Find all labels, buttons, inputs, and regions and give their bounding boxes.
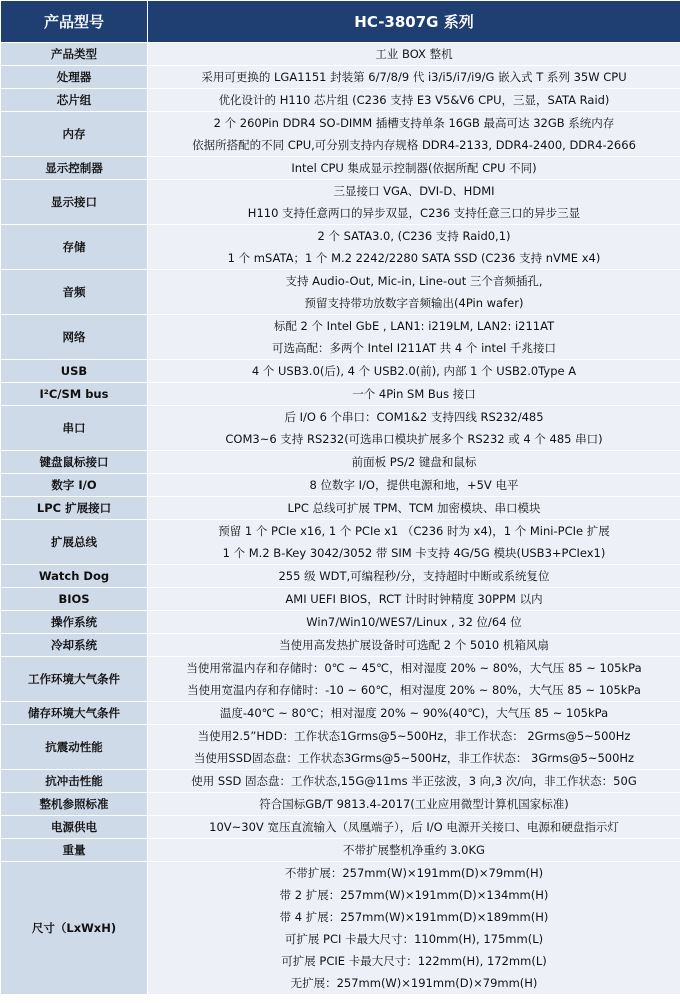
spec-value-line: H110 支持任意两口的异步双显，C236 支持任意三口的异步三显 [247, 206, 581, 220]
spec-label: LPC 扩展接口 [1, 497, 148, 520]
spec-value-line: 当使用宽温内存和存储时：-10 ~ 60℃，相对湿度 20% ~ 80%，大气压 85 ~ 105kPa [187, 683, 641, 697]
spec-value-line: 预留支持带功放数字音频输出(4Pin wafer) [304, 296, 524, 310]
spec-value-line: 255 级 WDT,可编程秒/分，支持超时中断或系统复位 [278, 569, 550, 583]
spec-label: 重量 [1, 839, 148, 862]
spec-row [1, 839, 680, 862]
spec-row [1, 43, 680, 66]
spec-row [1, 315, 680, 360]
spec-value-line: COM3~6 支持 RS232(可选串口模块扩展多个 RS232 或 4 个 485 串口) [225, 432, 603, 446]
spec-label: 显示接口 [1, 180, 148, 225]
spec-value [148, 611, 680, 634]
spec-label: 产品类型 [1, 43, 148, 66]
spec-label: 键盘鼠标接口 [1, 451, 148, 474]
spec-row [1, 702, 680, 725]
spec-row [1, 270, 680, 315]
spec-value-line: 一个 4Pin SM Bus 接口 [352, 387, 476, 401]
spec-label: 串口 [1, 406, 148, 451]
spec-label: 显示控制器 [1, 157, 148, 180]
spec-row [1, 406, 680, 451]
spec-value-line: 可扩展 PCI 卡最大尺寸：110mm(H), 175mm(L) [284, 932, 544, 946]
spec-value-line: 1 个 mSATA；1 个 M.2 2242/2280 SATA SSD (C236 支持 nVME x4) [227, 251, 601, 265]
spec-value-line: 支持 Audio-Out, Mic-in, Line-out 三个音频插孔, [285, 274, 543, 288]
spec-row [1, 112, 680, 157]
spec-label: 抗冲击性能 [1, 770, 148, 793]
header-row [1, 1, 680, 43]
spec-value [148, 383, 680, 406]
spec-label: 存储 [1, 225, 148, 270]
header-label: 产品型号 [1, 1, 148, 43]
spec-row [1, 793, 680, 816]
spec-label: 音频 [1, 270, 148, 315]
spec-label: 抗震动性能 [1, 725, 148, 770]
spec-value [148, 43, 680, 66]
spec-label: 电源供电 [1, 816, 148, 839]
spec-value [148, 451, 680, 474]
spec-value-line: 后 I/O 6 个串口：COM1&2 支持四线 RS232/485 [284, 410, 544, 424]
header-model: HC-3807G 系列 [148, 1, 680, 43]
spec-label: 扩展总线 [1, 520, 148, 565]
spec-value-line: 2 个 260Pin DDR4 SO-DIMM 插槽支持单条 16GB 最高可达 32GB 系统内存 [213, 116, 615, 130]
spec-value [148, 225, 680, 270]
spec-value-line: 不带扩展整机净重约 3.0KG [343, 843, 485, 857]
spec-value-line: 当使用2.5”HDD：工作状态1Grms@5~500Hz，非工作状态： 2Grms@5~500Hz [197, 729, 631, 743]
spec-label: Watch Dog [1, 565, 148, 588]
spec-row [1, 611, 680, 634]
spec-value-line: Intel CPU 集成显示控制器(依据所配 CPU 不同) [291, 161, 537, 175]
spec-row [1, 657, 680, 702]
spec-label: I²C/SM bus [1, 383, 148, 406]
spec-value-line: 三显接口 VGA、DVI-D、HDMI [333, 184, 495, 198]
spec-value [148, 157, 680, 180]
spec-label: 内存 [1, 112, 148, 157]
spec-label: USB [1, 360, 148, 383]
spec-row [1, 383, 680, 406]
spec-value-line: 使用 SSD 固态盘：工作状态,15G@11ms 半正弦波，3 向,3 次/向，非工作状态：50G [191, 774, 637, 788]
spec-value [148, 588, 680, 611]
spec-value-line: 优化设计的 H110 芯片组 (C236 支持 E3 V5&V6 CPU，三显，SATA Raid) [218, 93, 610, 107]
spec-label: 数字 I/O [1, 474, 148, 497]
spec-value-line: AMI UEFI BIOS，RCT 计时时钟精度 30PPM 以内 [285, 592, 543, 606]
spec-value-line: 可选高配：多两个 Intel I211AT 共 4 个 intel 千兆接口 [272, 341, 556, 355]
spec-row [1, 89, 680, 112]
spec-value [148, 839, 680, 862]
spec-value [148, 112, 680, 157]
spec-value [148, 89, 680, 112]
spec-row [1, 816, 680, 839]
spec-value [148, 565, 680, 588]
spec-label: 尺寸（LxWxH) [1, 862, 148, 995]
spec-value [148, 816, 680, 839]
spec-value [148, 770, 680, 793]
spec-value [148, 270, 680, 315]
spec-label: 工作环境大气条件 [1, 657, 148, 702]
spec-value [148, 497, 680, 520]
spec-value-line: LPC 总线可扩展 TPM、TCM 加密模块、串口模块 [287, 501, 541, 515]
spec-label: BIOS [1, 588, 148, 611]
spec-label: 操作系统 [1, 611, 148, 634]
spec-row [1, 66, 680, 89]
spec-value-line: 1 个 M.2 B-Key 3042/3052 带 SIM 卡支持 4G/5G 模块(USB3+PCIex1) [222, 546, 606, 560]
spec-value [148, 634, 680, 657]
spec-value [148, 474, 680, 497]
spec-value-line: 标配 2 个 Intel GbE , LAN1: i219LM, LAN2: i211AT [273, 319, 555, 333]
spec-value [148, 657, 680, 702]
spec-value-line: 当使用高发热扩展设备时可选配 2 个 5010 机箱风扇 [279, 638, 549, 652]
spec-value [148, 360, 680, 383]
spec-row [1, 451, 680, 474]
spec-row [1, 770, 680, 793]
spec-value [148, 862, 680, 995]
spec-value [148, 793, 680, 816]
spec-row [1, 862, 680, 995]
spec-label: 处理器 [1, 66, 148, 89]
spec-value [148, 315, 680, 360]
spec-value [148, 725, 680, 770]
spec-value-line: 2 个 SATA3.0, (C236 支持 Raid0,1) [317, 229, 511, 243]
spec-value [148, 180, 680, 225]
spec-row [1, 497, 680, 520]
spec-label: 整机参照标准 [1, 793, 148, 816]
spec-value-line: 不带扩展：257mm(W)×191mm(D)×79mm(H) [284, 866, 544, 880]
spec-value-line: Win7/Win10/WES7/Linux , 32 位/64 位 [306, 615, 522, 629]
spec-row [1, 474, 680, 497]
spec-row [1, 634, 680, 657]
spec-value-line: 依据所搭配的不同 CPU,可分别支持内存规格 DDR4-2133, DDR4-2400, DDR4-2666 [192, 138, 636, 152]
spec-label: 芯片组 [1, 89, 148, 112]
spec-value-line: 4 个 USB3.0(后), 4 个 USB2.0(前), 内部 1 个 USB2.0Type A [251, 364, 577, 378]
spec-label: 网络 [1, 315, 148, 360]
spec-row [1, 157, 680, 180]
spec-row [1, 725, 680, 770]
spec-value-line: 采用可更换的 LGA1151 封装第 6/7/8/9 代 i3/i5/i7/i9/G 嵌入式 T 系列 35W CPU [201, 70, 627, 84]
spec-value-line: 符合国标GB/T 9813.4-2017(工业应用微型计算机国家标准) [259, 797, 569, 811]
spec-value-line: 当使用常温内存和存储时：0℃ ~ 45℃，相对湿度 20% ~ 80%，大气压 85 ~ 105kPa [186, 661, 642, 675]
spec-label: 储存环境大气条件 [1, 702, 148, 725]
spec-value-line: 可扩展 PCIE 卡最大尺寸：122mm(H), 172mm(L) [281, 954, 547, 968]
spec-value-line: 前面板 PS/2 键盘和鼠标 [351, 455, 477, 469]
spec-value-line: 带 2 扩展：257mm(W)×191mm(D)×134mm(H) [279, 888, 549, 902]
spec-value [148, 66, 680, 89]
spec-row [1, 225, 680, 270]
spec-row [1, 565, 680, 588]
spec-value-line: 温度-40℃ ~ 80℃；相对湿度 20% ~ 90%(40℃)，大气压 85 ~ 105kPa [219, 706, 609, 720]
spec-label: 冷却系统 [1, 634, 148, 657]
spec-row [1, 588, 680, 611]
spec-value-line: 预留 1 个 PCIe x16, 1 个 PCIe x1 （C236 时为 x4)，1 个 Mini-PCIe 扩展 [218, 524, 610, 538]
spec-value [148, 520, 680, 565]
spec-value-line: 8 位数字 I/O，提供电源和地，+5V 电平 [309, 478, 519, 492]
spec-row [1, 180, 680, 225]
spec-row [1, 360, 680, 383]
spec-value-line: 带 4 扩展：257mm(W)×191mm(D)×189mm(H) [279, 910, 549, 924]
spec-body [1, 43, 680, 995]
spec-value [148, 406, 680, 451]
spec-value-line: 当使用SSD固态盘：工作状态3Grms@5~500Hz，非工作状态： 3Grms@5~500Hz [193, 751, 635, 765]
spec-row [1, 520, 680, 565]
spec-value-line: 无扩展：257mm(W)×191mm(D)×79mm(H) [290, 976, 538, 990]
spec-value-line: 工业 BOX 整机 [375, 47, 453, 61]
spec-value [148, 702, 680, 725]
spec-value-line: 10V~30V 宽压直流输入（凤凰端子），后 I/O 电源开关接口、电源和硬盘指示灯 [209, 820, 619, 834]
